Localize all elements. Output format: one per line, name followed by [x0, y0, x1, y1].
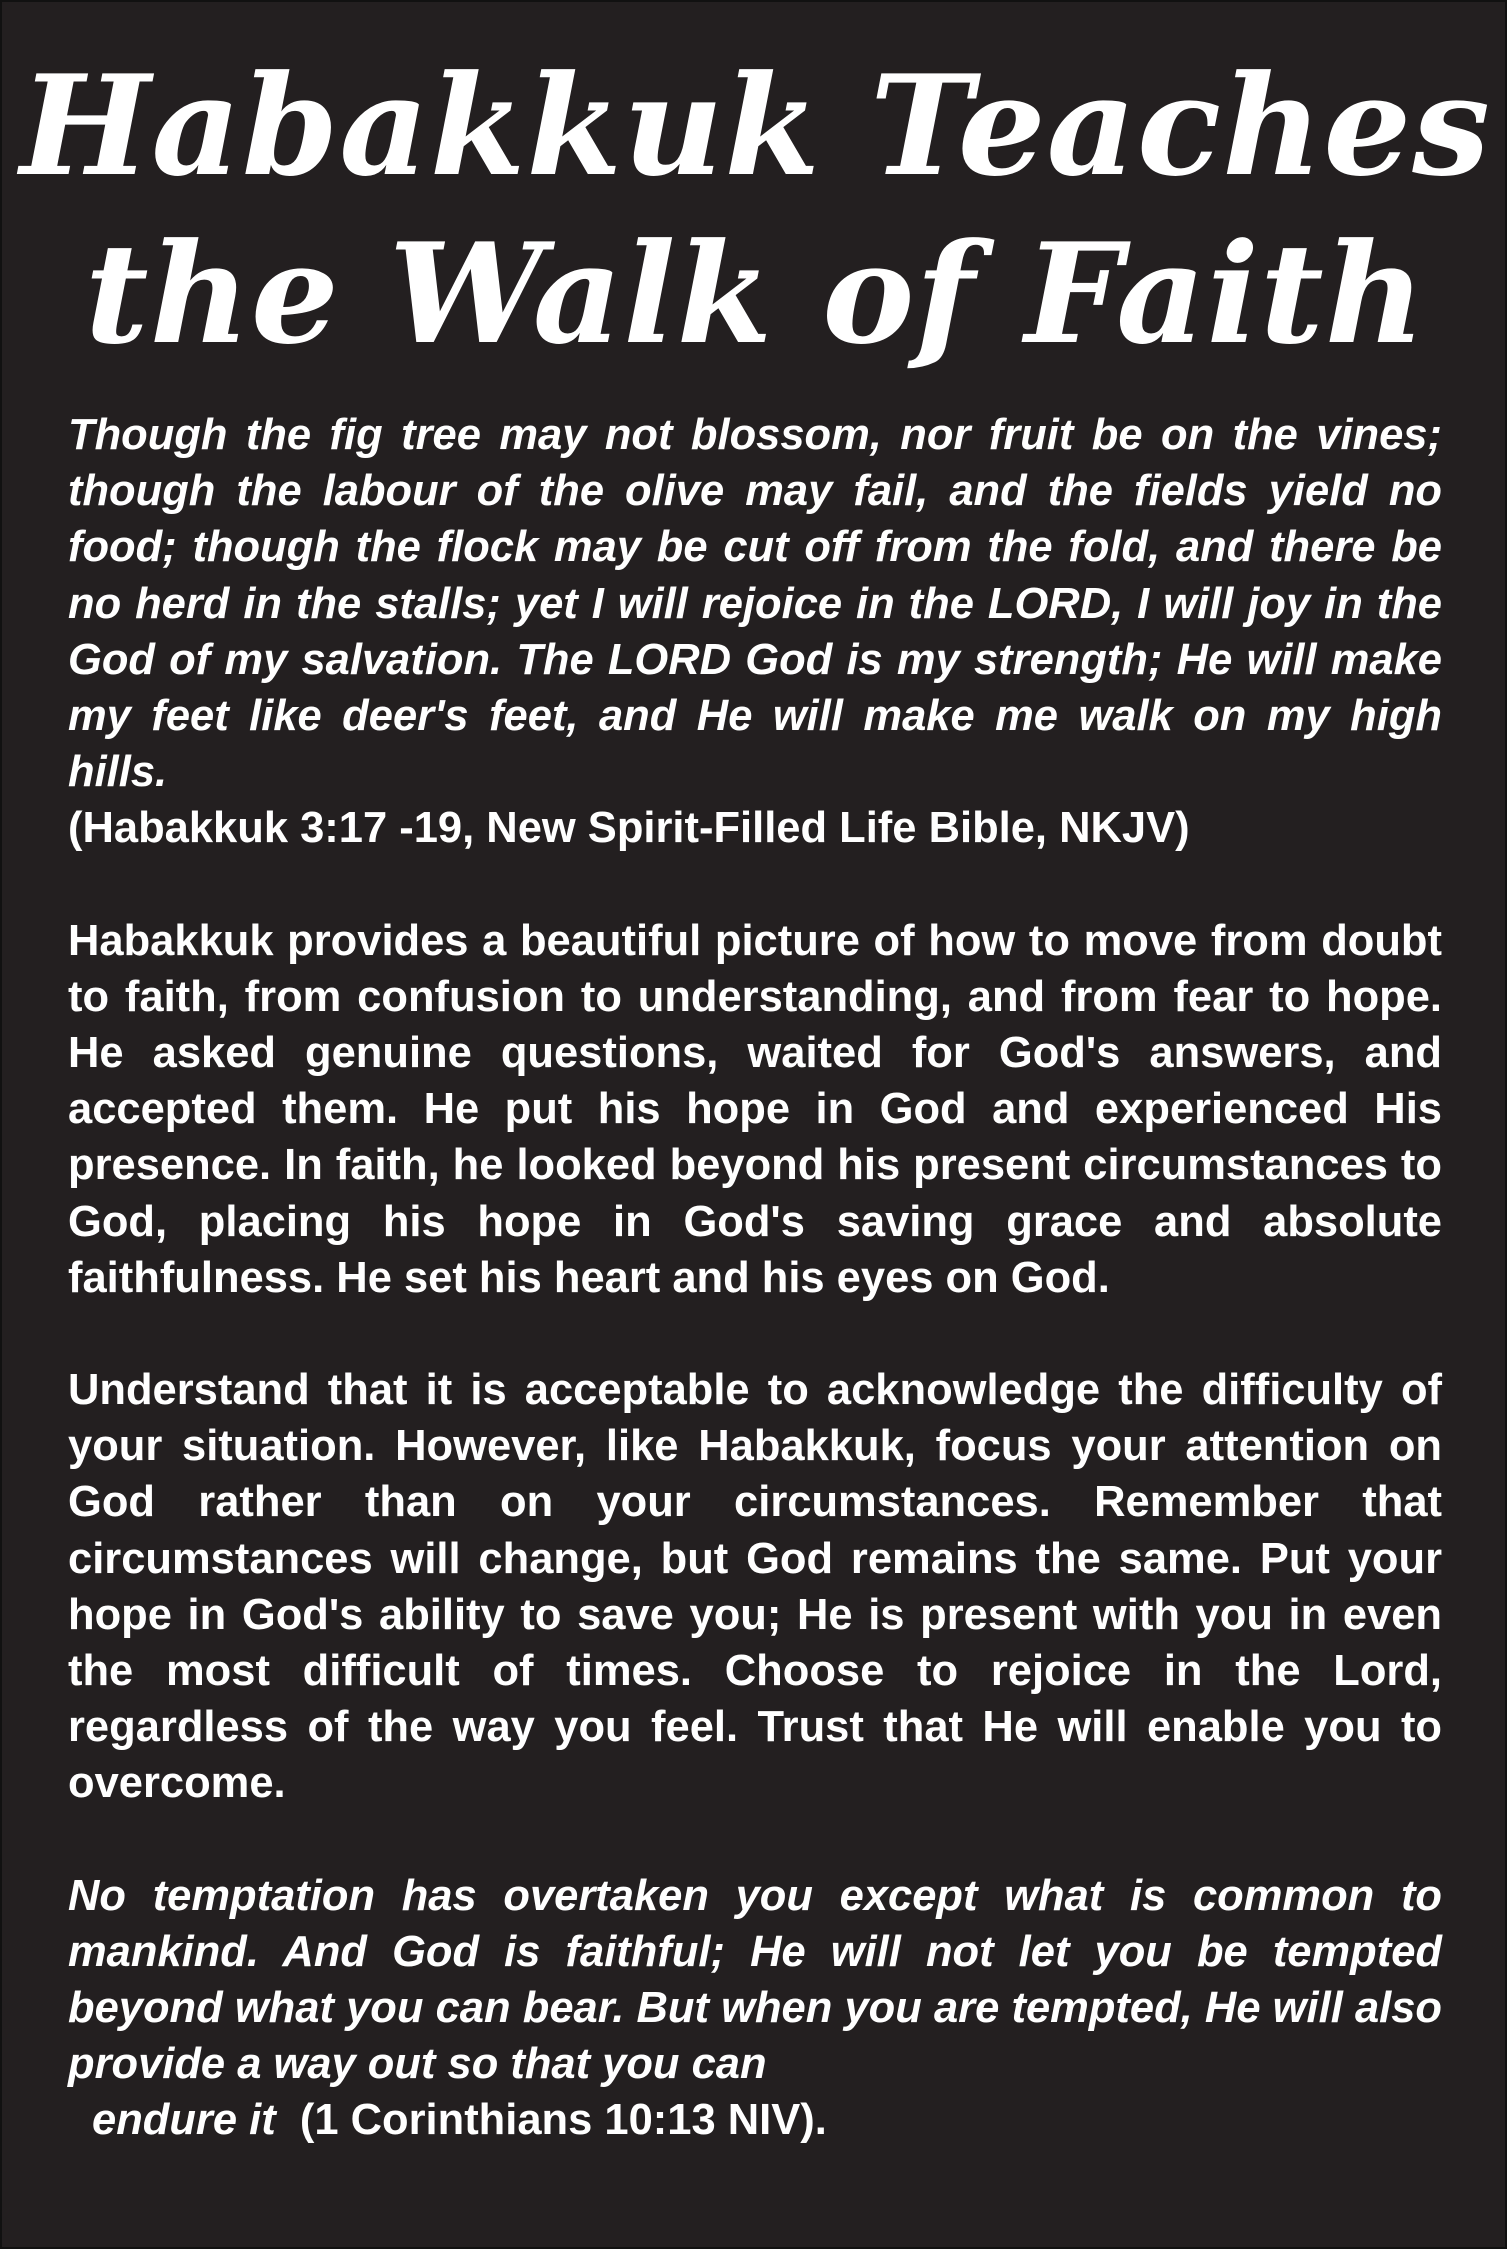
paragraph-gap — [68, 857, 1442, 913]
paragraph-gap — [68, 1812, 1442, 1868]
title-line-1: Habakkuk Teaches — [20, 44, 1491, 207]
scripture-corinthians-ending — [68, 2092, 1442, 2148]
paragraph-gap — [68, 1306, 1442, 1362]
paragraph-habakkuk-faith: Habakkuk provides a beautiful picture of how to move from doubt to faith, from confusion to understanding, and from fear to hope. He asked genuine questions, waited for God's answers, and accepted them. He put his hope in God and experienced His presence. In faith, he looked beyond his present circumstances to God, placing his hope in God's saving grace and absolute faithfulness. He set his heart and his eyes on God. — [68, 916, 1442, 1302]
paragraph-application: Understand that it is acceptable to acknowledge the difficulty of your situation. However, like Habakkuk, focus your attention on God rather than on your circumstances. Remember that circumstances will change, but God remains the same. Put your hope in God's ability to save you; He is present with you in even the most difficult of times. Choose to rejoice in the Lord, regardless of the way you feel. Trust that He will enable you to overcome. — [68, 1366, 1442, 1808]
title-line-2: the Walk of Faith — [84, 212, 1427, 375]
scripture-corinthians-reference: (1 Corinthians 10:13 NIV). — [299, 2096, 827, 2145]
scripture-corinthians: No temptation has overtaken you except what is common to mankind. And God is faithful; He will not let you be tempted beyond what you can bear. But when you are tempted, He will also provide a way out so that you can — [68, 1871, 1442, 2089]
page-title — [2, 42, 1507, 378]
scripture-habakkuk-reference: (Habakkuk 3:17 -19, New Spirit-Filled Life Bible, NKJV) — [68, 804, 1190, 853]
body-text — [68, 407, 1442, 2149]
scripture-habakkuk: Though the fig tree may not blossom, nor fruit be on the vines; though the labour of the olive may fail, and the fields yield no food; though the flock may be cut off from the fold, and there be no herd in the stalls; yet I will rejoice in the LORD, I will joy in the God of my salvation. The LORD God is my strength; He will make my feet like deer's feet, and He will make me walk on my high hills. — [68, 411, 1442, 797]
scripture-corinthians-last-words: endure it — [92, 2096, 276, 2145]
